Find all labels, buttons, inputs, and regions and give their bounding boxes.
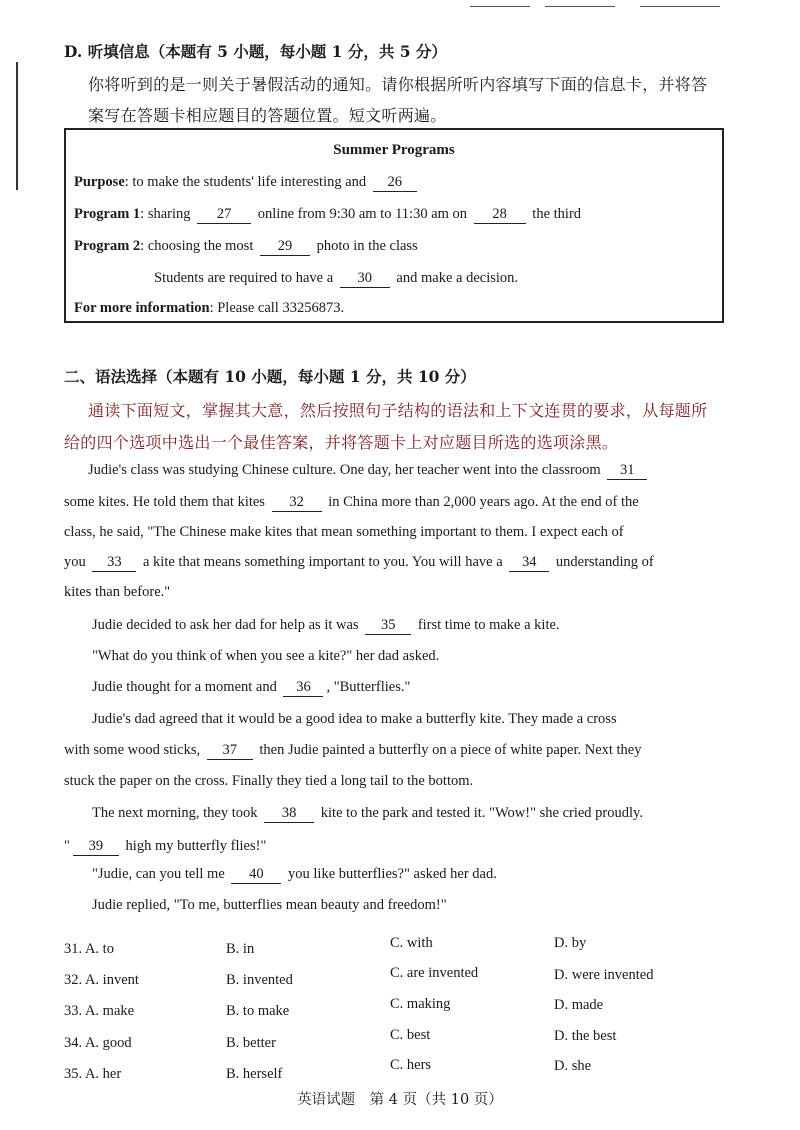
passage-text: kite to the park and tested it. "Wow!" she cried proudly.: [320, 805, 643, 821]
option-34-a[interactable]: 34. A. good: [64, 1035, 132, 1051]
blank-39[interactable]: 39: [73, 839, 119, 856]
card-program-2-line-2: [154, 270, 518, 288]
option-32-d[interactable]: D. were invented: [554, 967, 654, 983]
margin-mark: [16, 62, 18, 190]
top-rule-3: [640, 6, 720, 7]
card-program-1: [74, 206, 581, 224]
passage-line-5: kites than before.": [64, 584, 171, 600]
passage-text: first time to make a kite.: [417, 617, 560, 633]
passage-text: understanding of: [555, 554, 654, 570]
card-program-2: [74, 238, 418, 256]
passage-line-3: class, he said, "The Chinese make kites that mean something important to them. I expect each of: [64, 524, 624, 540]
option-33-c[interactable]: C. making: [390, 996, 451, 1012]
passage-text: , "Butterflies.": [326, 679, 411, 695]
program-1-label: Program 1: [74, 206, 141, 222]
section-d-label: D.: [64, 42, 83, 61]
section-d-heading: 听填信息（本题有 5 小题，每小题 1 分，共 5 分）: [87, 42, 447, 61]
section-2-instruction-2: 给的四个选项中选出一个最佳答案，并将答题卡上对应题目所选的选项涂黑。: [64, 433, 619, 452]
passage-line-10: [64, 742, 642, 760]
option-32-b[interactable]: B. invented: [226, 972, 293, 988]
blank-29[interactable]: 29: [260, 239, 310, 256]
passage-line-7: "What do you think of when you see a kite?" her dad asked.: [92, 648, 440, 664]
more-info-label: For more information: [74, 300, 210, 316]
program-1-text-a: : sharing: [140, 206, 191, 222]
program-1-text-c: the third: [532, 206, 582, 222]
more-info-text: : Please call 33256873.: [209, 300, 345, 316]
option-35-c[interactable]: C. hers: [390, 1057, 432, 1073]
passage-text: you like butterflies?" asked her dad.: [288, 866, 497, 882]
section-d-instruction-2: 案写在答题卡相应题目的答题位置。短文听两遍。: [88, 106, 447, 125]
blank-40[interactable]: 40: [231, 867, 281, 884]
program-2-text-a: : choosing the most: [140, 238, 254, 254]
section-2-title: 二、语法选择（本题有 10 小题，每小题 1 分，共 10 分）: [64, 367, 476, 386]
passage-text: in China more than 2,000 years ago. At the end of the: [328, 494, 639, 510]
passage-line-2: [64, 494, 639, 512]
blank-34[interactable]: 34: [509, 555, 549, 572]
passage-text: Judie's class was studying Chinese culture. One day, her teacher went into the classroom: [88, 462, 601, 478]
passage-line-15: Judie replied, "To me, butterflies mean beauty and freedom!": [92, 897, 447, 913]
top-rule-2: [545, 6, 615, 7]
section-d-title: [64, 40, 447, 62]
blank-32[interactable]: 32: [272, 495, 322, 512]
passage-text: some kites. He told them that kites: [64, 494, 265, 510]
blank-33[interactable]: 33: [92, 555, 136, 572]
program-1-text-b: online from 9:30 am to 11:30 am on: [257, 206, 468, 222]
blank-26[interactable]: 26: [373, 175, 417, 192]
option-31-d[interactable]: D. by: [554, 935, 587, 951]
passage-text: The next morning, they took: [92, 805, 258, 821]
card-more-info: [74, 300, 344, 317]
option-31-b[interactable]: B. in: [226, 941, 255, 957]
option-35-a[interactable]: 35. A. her: [64, 1066, 122, 1082]
option-34-d[interactable]: D. the best: [554, 1028, 617, 1044]
passage-text: then Judie painted a butterfly on a piece of white paper. Next they: [259, 742, 642, 758]
passage-line-11: stuck the paper on the cross. Finally they tied a long tail to the bottom.: [64, 773, 474, 789]
passage-line-12: [92, 805, 643, 823]
passage-line-9: Judie's dad agreed that it would be a good idea to make a butterfly kite. They made a cross: [92, 711, 617, 727]
option-31-c[interactable]: C. with: [390, 935, 433, 951]
passage-text: Judie thought for a moment and: [92, 679, 277, 695]
option-34-b[interactable]: B. better: [226, 1035, 276, 1051]
section-2-instruction-1: 通读下面短文，掌握其大意，然后按照句子结构的语法和上下文连贯的要求，从每题所: [88, 401, 708, 420]
program-2-text-b: photo in the class: [316, 238, 418, 254]
blank-36[interactable]: 36: [283, 680, 323, 697]
option-33-b[interactable]: B. to make: [226, 1003, 290, 1019]
passage-line-4: [64, 554, 654, 572]
passage-text: you: [64, 554, 86, 570]
passage-text: with some wood sticks,: [64, 742, 201, 758]
top-rule-1: [470, 6, 530, 7]
option-35-b[interactable]: B. herself: [226, 1066, 283, 1082]
passage-text: high my butterfly flies!": [125, 838, 267, 854]
blank-37[interactable]: 37: [207, 743, 253, 760]
option-34-c[interactable]: C. best: [390, 1027, 431, 1043]
card-title: Summer Programs: [333, 142, 455, 158]
passage-line-8: [92, 679, 410, 697]
info-card: [64, 128, 724, 323]
purpose-text: : to make the students' life interesting and: [124, 174, 367, 190]
passage-line-6: [92, 617, 560, 635]
passage-text: Judie decided to ask her dad for help as it was: [92, 617, 359, 633]
blank-27[interactable]: 27: [197, 207, 251, 224]
page-footer: 英语试题 第 4 页（共 10 页）: [297, 1092, 503, 1108]
option-32-a[interactable]: 32. A. invent: [64, 972, 139, 988]
passage-line-13: [64, 838, 266, 856]
purpose-label: Purpose: [74, 174, 125, 190]
passage-line-1: [88, 462, 650, 480]
option-33-a[interactable]: 33. A. make: [64, 1003, 135, 1019]
option-35-d[interactable]: D. she: [554, 1058, 592, 1074]
option-32-c[interactable]: C. are invented: [390, 965, 479, 981]
blank-35[interactable]: 35: [365, 618, 411, 635]
passage-text: a kite that means something important to you. You will have a: [143, 554, 503, 570]
program-2b-text-a: Students are required to have a: [154, 270, 334, 286]
program-2b-text-b: and make a decision.: [396, 270, 519, 286]
blank-28[interactable]: 28: [474, 207, 526, 224]
blank-30[interactable]: 30: [340, 271, 390, 288]
blank-38[interactable]: 38: [264, 806, 314, 823]
option-31-a[interactable]: 31. A. to: [64, 941, 114, 957]
card-purpose: [74, 174, 420, 192]
passage-text: "Judie, can you tell me: [92, 866, 225, 882]
passage-line-14: [92, 866, 497, 884]
passage-text: ": [64, 838, 70, 854]
program-2-label: Program 2: [74, 238, 141, 254]
option-33-d[interactable]: D. made: [554, 997, 604, 1013]
blank-31[interactable]: 31: [607, 463, 647, 480]
section-d-instruction-1: 你将听到的是一则关于暑假活动的通知。请你根据所听内容填写下面的信息卡，并将答: [88, 75, 708, 94]
